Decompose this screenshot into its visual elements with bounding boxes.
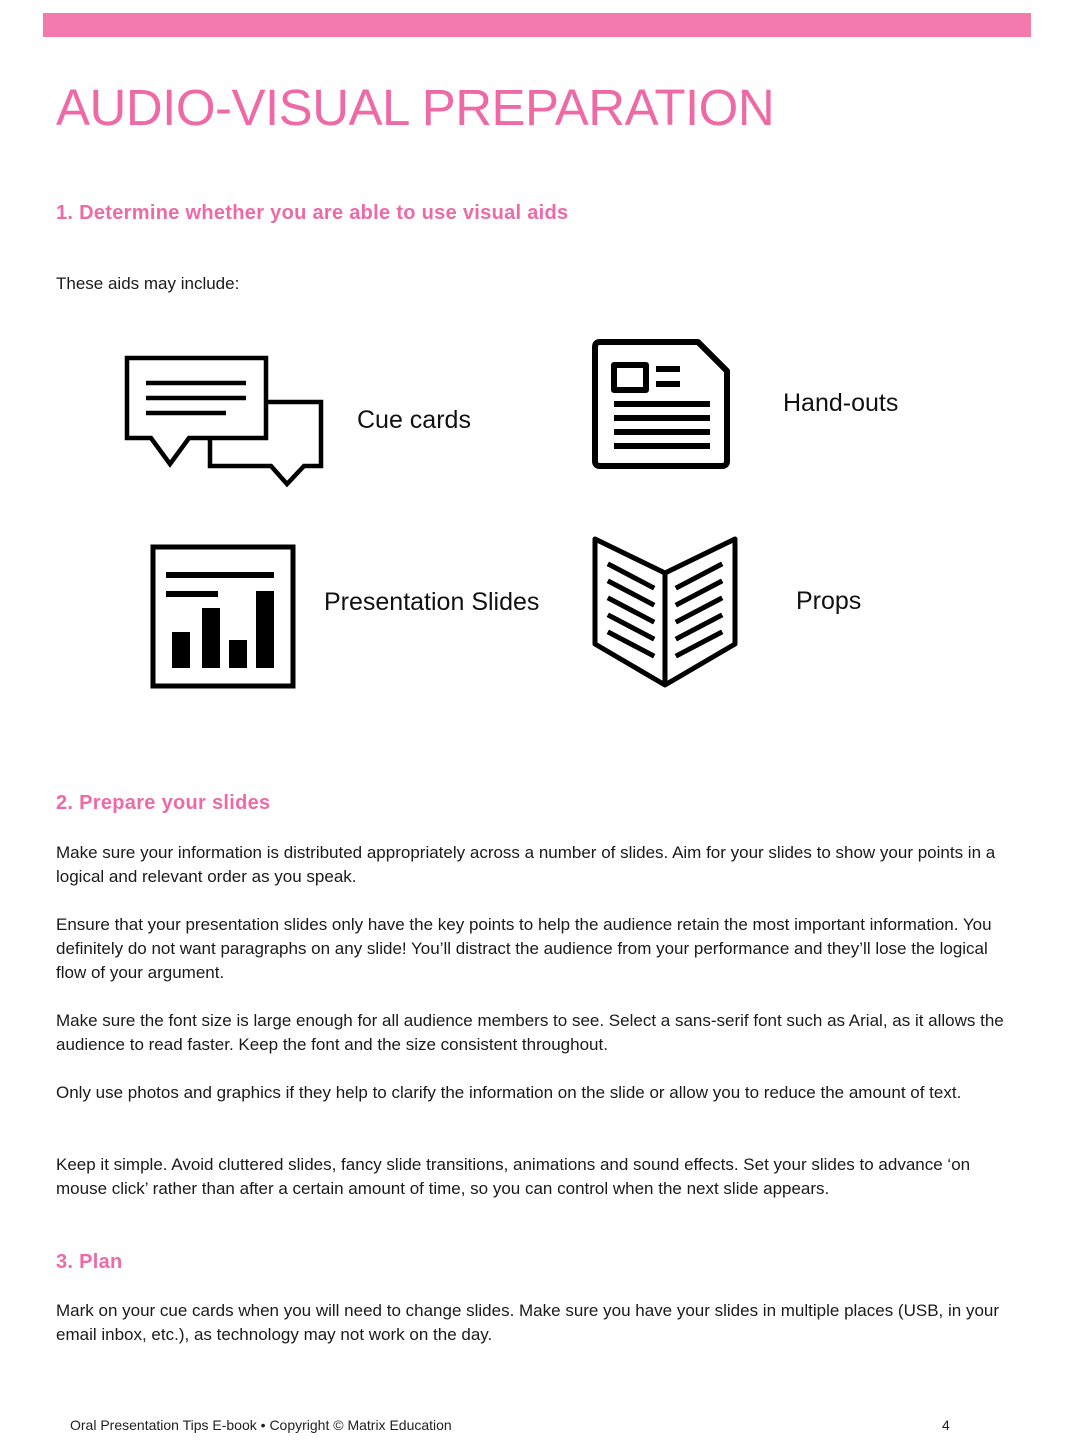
aid-label-props: Props bbox=[796, 587, 862, 615]
section-3-paragraph: Mark on your cue cards when you will need to change slides. Make sure you have your slides in multiple places (USB, in your email inbox, etc.), as technology may not work on the day. bbox=[56, 1301, 1000, 1344]
footer-copyright: Oral Presentation Tips E-book • Copyright © Matrix Education bbox=[70, 1417, 452, 1433]
section-2-heading: 2. Prepare your slides bbox=[56, 792, 271, 814]
section-1-intro: These aids may include: bbox=[56, 274, 240, 293]
section-2-paragraph: Make sure the font size is large enough for all audience members to see. Select a sans-serif font such as Arial, as it allows the audience to read faster. Keep the font and the size consistent throughout. bbox=[56, 1011, 1004, 1054]
section-2-paragraph: Only use photos and graphics if they help to clarify the information on the slide or allow you to reduce the amount of text. bbox=[56, 1083, 962, 1102]
page-title: AUDIO-VISUAL PREPARATION bbox=[56, 79, 775, 136]
section-1-heading: 1. Determine whether you are able to use visual aids bbox=[56, 202, 569, 224]
section-2-paragraph: Keep it simple. Avoid cluttered slides, fancy slide transitions, animations and sound effects. Set your slides to advance ‘on mouse click’ rather than after a certain amount of time, so you can control when the next slide appears. bbox=[56, 1155, 971, 1198]
document-icon bbox=[592, 339, 732, 470]
section-3-heading: 3. Plan bbox=[56, 1251, 123, 1273]
aid-label-hand-outs: Hand-outs bbox=[783, 389, 899, 417]
section-2-paragraph: Make sure your information is distributed appropriately across a number of slides. Aim for your slides to show your points in a logical and relevant order as you speak. bbox=[56, 843, 996, 886]
aid-label-cue-cards: Cue cards bbox=[357, 406, 471, 434]
page-number: 4 bbox=[942, 1417, 950, 1433]
aid-label-presentation-slides: Presentation Slides bbox=[324, 588, 540, 616]
speech-bubbles-icon bbox=[124, 355, 326, 490]
section-2-paragraph: Ensure that your presentation slides only have the key points to help the audience retain the most important information. You definitely do not want paragraphs on any slide! You’ll distract the audience from your performance and they’ll lose the logical flow of your argument. bbox=[56, 915, 992, 982]
open-book-icon bbox=[590, 535, 740, 690]
header-accent-bar bbox=[43, 13, 1031, 37]
bar-chart-icon bbox=[150, 544, 296, 689]
